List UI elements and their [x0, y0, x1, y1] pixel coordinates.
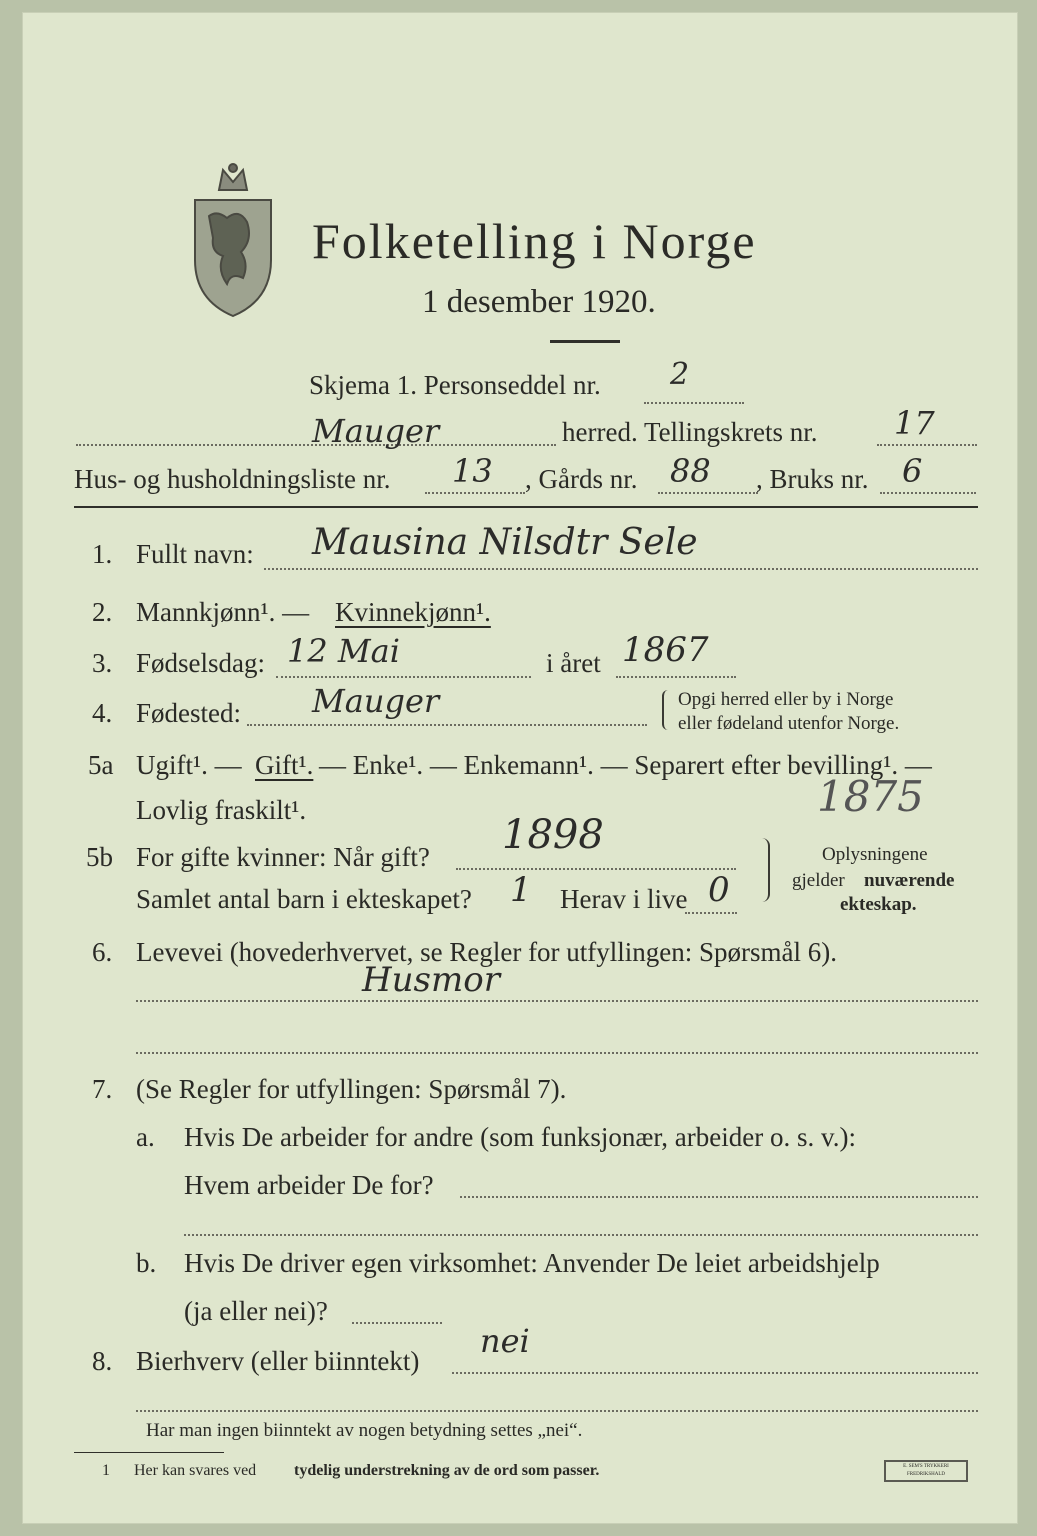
q5a-other-labels: — Enke¹. — Enkemann¹. — Separert efter bevilling¹. —: [319, 750, 932, 780]
q6-line1: [136, 1000, 978, 1002]
q3-day-value: 12 Mai: [287, 632, 400, 670]
q5b-note-line1: Oplysningene: [822, 844, 928, 865]
footer-rule: [74, 1452, 224, 1453]
q8-label: Bierhverv (eller biinntekt): [136, 1346, 420, 1376]
q5b-children-value: 1: [510, 870, 532, 910]
q5b-note-line2b: nuværende: [864, 870, 955, 891]
q7a-line1: [460, 1196, 978, 1198]
q7a-line2: [184, 1234, 978, 1236]
q5b-note-line2a: gjelder: [792, 870, 845, 891]
bruks-value: 6: [902, 452, 923, 490]
footnote-text-b: tydelig understrekning av de ord som passer.: [294, 1462, 600, 1479]
q4-value: Mauger: [312, 682, 440, 720]
q7b-letter: b.: [136, 1248, 157, 1278]
q4-note-line2: eller fødeland utenfor Norge.: [678, 713, 900, 734]
herred-label: herred. Tellingskrets nr.: [562, 417, 818, 447]
footnote-number: 1: [102, 1462, 110, 1479]
q5a-gift-label: Gift¹.: [255, 750, 314, 780]
bruks-label: , Bruks nr.: [756, 464, 869, 494]
q3-year-value: 1867: [622, 630, 709, 670]
q7b-line: [352, 1322, 442, 1324]
bruks-line: [880, 492, 976, 494]
tellingskrets-line: [877, 444, 977, 446]
gards-value: 88: [670, 452, 711, 490]
q5b-alive-line: [685, 912, 737, 914]
q1-value: Mausina Nilsdtr Sele: [312, 522, 698, 563]
q4-label: Fødested:: [136, 698, 241, 728]
q3-year-line: [616, 676, 736, 678]
q2-male-label: Mannkjønn¹. —: [136, 597, 310, 627]
q4-note-brace: [662, 690, 672, 730]
q6-line2: [136, 1052, 978, 1054]
tellingskrets-value: 17: [894, 404, 935, 442]
census-form-sheet: [22, 12, 1018, 1524]
herred-value: Mauger: [312, 412, 440, 450]
coat-of-arms-icon: [187, 160, 279, 320]
q4-note-line1: Opgi herred eller by i Norge: [678, 689, 894, 710]
q4-line: [247, 724, 647, 726]
gards-line: [658, 492, 758, 494]
q6-number: 6.: [92, 937, 113, 967]
q2-female-label: Kvinnekjønn¹.: [335, 597, 491, 627]
title-rule: [550, 340, 620, 343]
footnote-text-a: Her kan svares ved: [134, 1462, 257, 1479]
q5b-number: 5b: [86, 842, 113, 872]
form-title: Folketelling i Norge: [312, 213, 757, 269]
printer-stamp-text: E. SEM'S TRYKKERI FREDRIKSHALD: [903, 1464, 949, 1477]
q5a-divorced-label: Lovlig fraskilt¹.: [136, 795, 307, 825]
q7b-label: Hvis De driver egen virksomhet: Anvender De leiet arbeidshjelp: [184, 1248, 880, 1278]
schema-number-line: [644, 402, 744, 404]
q6-label: Levevei (hovederhvervet, se Regler for utfyllingen: Spørsmål 6).: [136, 937, 838, 967]
q5a-number: 5a: [88, 750, 114, 780]
q7a-letter: a.: [136, 1122, 155, 1152]
q7b-question: (ja eller nei)?: [184, 1296, 328, 1326]
header-rule: [74, 506, 978, 508]
q6-value: Husmor: [362, 960, 500, 1000]
schema-label: Skjema 1. Personseddel nr.: [309, 370, 601, 400]
q3-label: Fødselsdag:: [136, 648, 266, 678]
q2-number: 2.: [92, 597, 113, 627]
q3-number: 3.: [92, 648, 113, 678]
q3-day-line: [276, 676, 531, 678]
footer-note: Har man ingen biinntekt av nogen betydning settes „nei“.: [146, 1420, 583, 1441]
q5b-married-line: [456, 868, 736, 870]
q4-number: 4.: [92, 698, 113, 728]
q1-number: 1.: [92, 539, 113, 569]
q7a-question: Hvem arbeider De for?: [184, 1170, 434, 1200]
gards-label: , Gårds nr.: [525, 464, 638, 494]
printer-stamp: [884, 1460, 968, 1482]
q1-line: [264, 568, 978, 570]
q5b-note-line3: ekteskap.: [840, 894, 917, 915]
q7a-label: Hvis De arbeider for andre (som funksjonær, arbeider o. s. v.):: [184, 1122, 856, 1152]
q8-number: 8.: [92, 1346, 113, 1376]
q5b-married-value: 1898: [502, 812, 604, 858]
q7-number: 7.: [92, 1074, 113, 1104]
q8-line2: [136, 1410, 978, 1412]
q5a-ugift-label: Ugift¹. —: [136, 750, 242, 780]
q5b-children-label: Samlet antal barn i ekteskapet?: [136, 884, 472, 914]
q5b-married-label: For gifte kvinner: Når gift?: [136, 842, 430, 872]
q5a-margin-note: 1875: [817, 772, 924, 821]
q8-line1: [452, 1372, 978, 1374]
household-list-line: [425, 492, 525, 494]
q5b-alive-label: Herav i live: [560, 884, 688, 914]
q7-label: (Se Regler for utfyllingen: Spørsmål 7).: [136, 1074, 567, 1104]
household-list-label: Hus- og husholdningsliste nr.: [74, 464, 391, 494]
q3-year-label: i året: [546, 648, 601, 678]
household-list-value: 13: [452, 452, 493, 490]
q5b-alive-value: 0: [708, 870, 730, 910]
schema-number-value: 2: [670, 357, 690, 392]
census-date: 1 desember 1920.: [422, 284, 656, 320]
q1-label: Fullt navn:: [136, 539, 254, 569]
q5b-note-brace: [760, 838, 770, 902]
q8-value: nei: [480, 1322, 530, 1360]
